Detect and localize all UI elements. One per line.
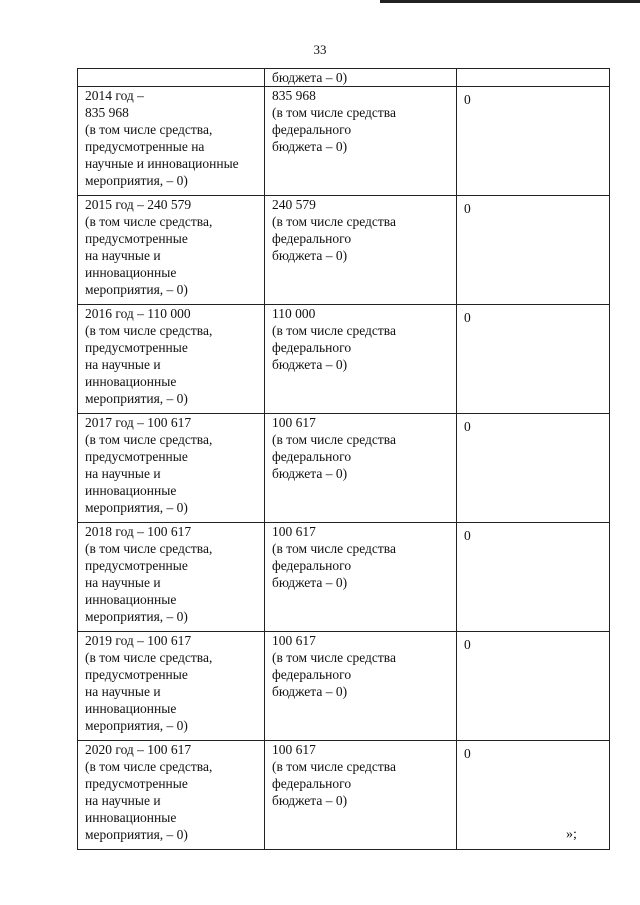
federal-budget-cell: 100 617 (в том числе средства федерального бюджета – 0) — [265, 523, 457, 632]
year-funding-cell: 2020 год – 100 617 (в том числе средства, предусмотренные на научные и инновационные мероприятия, – 0) — [78, 741, 265, 850]
page-number: 33 — [313, 42, 327, 57]
other-sources-cell: 0 — [457, 632, 610, 741]
federal-budget-cell: 100 617 (в том числе средства федерального бюджета – 0) — [265, 741, 457, 850]
other-sources-cell: 0 — [457, 741, 610, 850]
federal-budget-cell: 240 579 (в том числе средства федерального бюджета – 0) — [265, 196, 457, 305]
year-funding-cell: 2016 год – 110 000 (в том числе средства, предусмотренные на научные и инновационные мероприятия, – 0) — [78, 305, 265, 414]
table-row — [78, 305, 610, 414]
table-row — [78, 196, 610, 305]
table-cell — [78, 69, 265, 87]
table-cell: бюджета – 0) — [265, 69, 457, 87]
federal-budget-cell: 835 968 (в том числе средства федерального бюджета – 0) — [265, 87, 457, 196]
federal-budget-cell: 100 617 (в том числе средства федерального бюджета – 0) — [265, 414, 457, 523]
year-funding-cell: 2018 год – 100 617 (в том числе средства, предусмотренные на научные и инновационные мероприятия, – 0) — [78, 523, 265, 632]
year-funding-cell: 2017 год – 100 617 (в том числе средства, предусмотренные на научные и инновационные мероприятия, – 0) — [78, 414, 265, 523]
other-sources-cell: 0 — [457, 523, 610, 632]
funding-table — [77, 68, 610, 850]
table-cell — [457, 69, 610, 87]
year-funding-cell: 2019 год – 100 617 (в том числе средства, предусмотренные на научные и инновационные мероприятия, – 0) — [78, 632, 265, 741]
table-row — [78, 741, 610, 850]
table-row-continued — [78, 69, 610, 87]
federal-budget-cell: 110 000 (в том числе средства федерального бюджета – 0) — [265, 305, 457, 414]
other-sources-cell: 0 — [457, 414, 610, 523]
federal-budget-cell: 100 617 (в том числе средства федерального бюджета – 0) — [265, 632, 457, 741]
table-row — [78, 87, 610, 196]
other-sources-cell: 0 — [457, 87, 610, 196]
year-funding-cell: 2014 год – 835 968 (в том числе средства, предусмотренные на научные и инновационные мероприятия, – 0) — [78, 87, 265, 196]
table-row — [78, 523, 610, 632]
year-funding-cell: 2015 год – 240 579 (в том числе средства, предусмотренные на научные и инновационные мероприятия, – 0) — [78, 196, 265, 305]
other-sources-cell: 0 — [457, 196, 610, 305]
other-sources-cell: 0 — [457, 305, 610, 414]
table-row — [78, 414, 610, 523]
closing-quote-mark: »; — [566, 827, 577, 842]
table-row — [78, 632, 610, 741]
scan-edge-mark — [380, 0, 640, 7]
